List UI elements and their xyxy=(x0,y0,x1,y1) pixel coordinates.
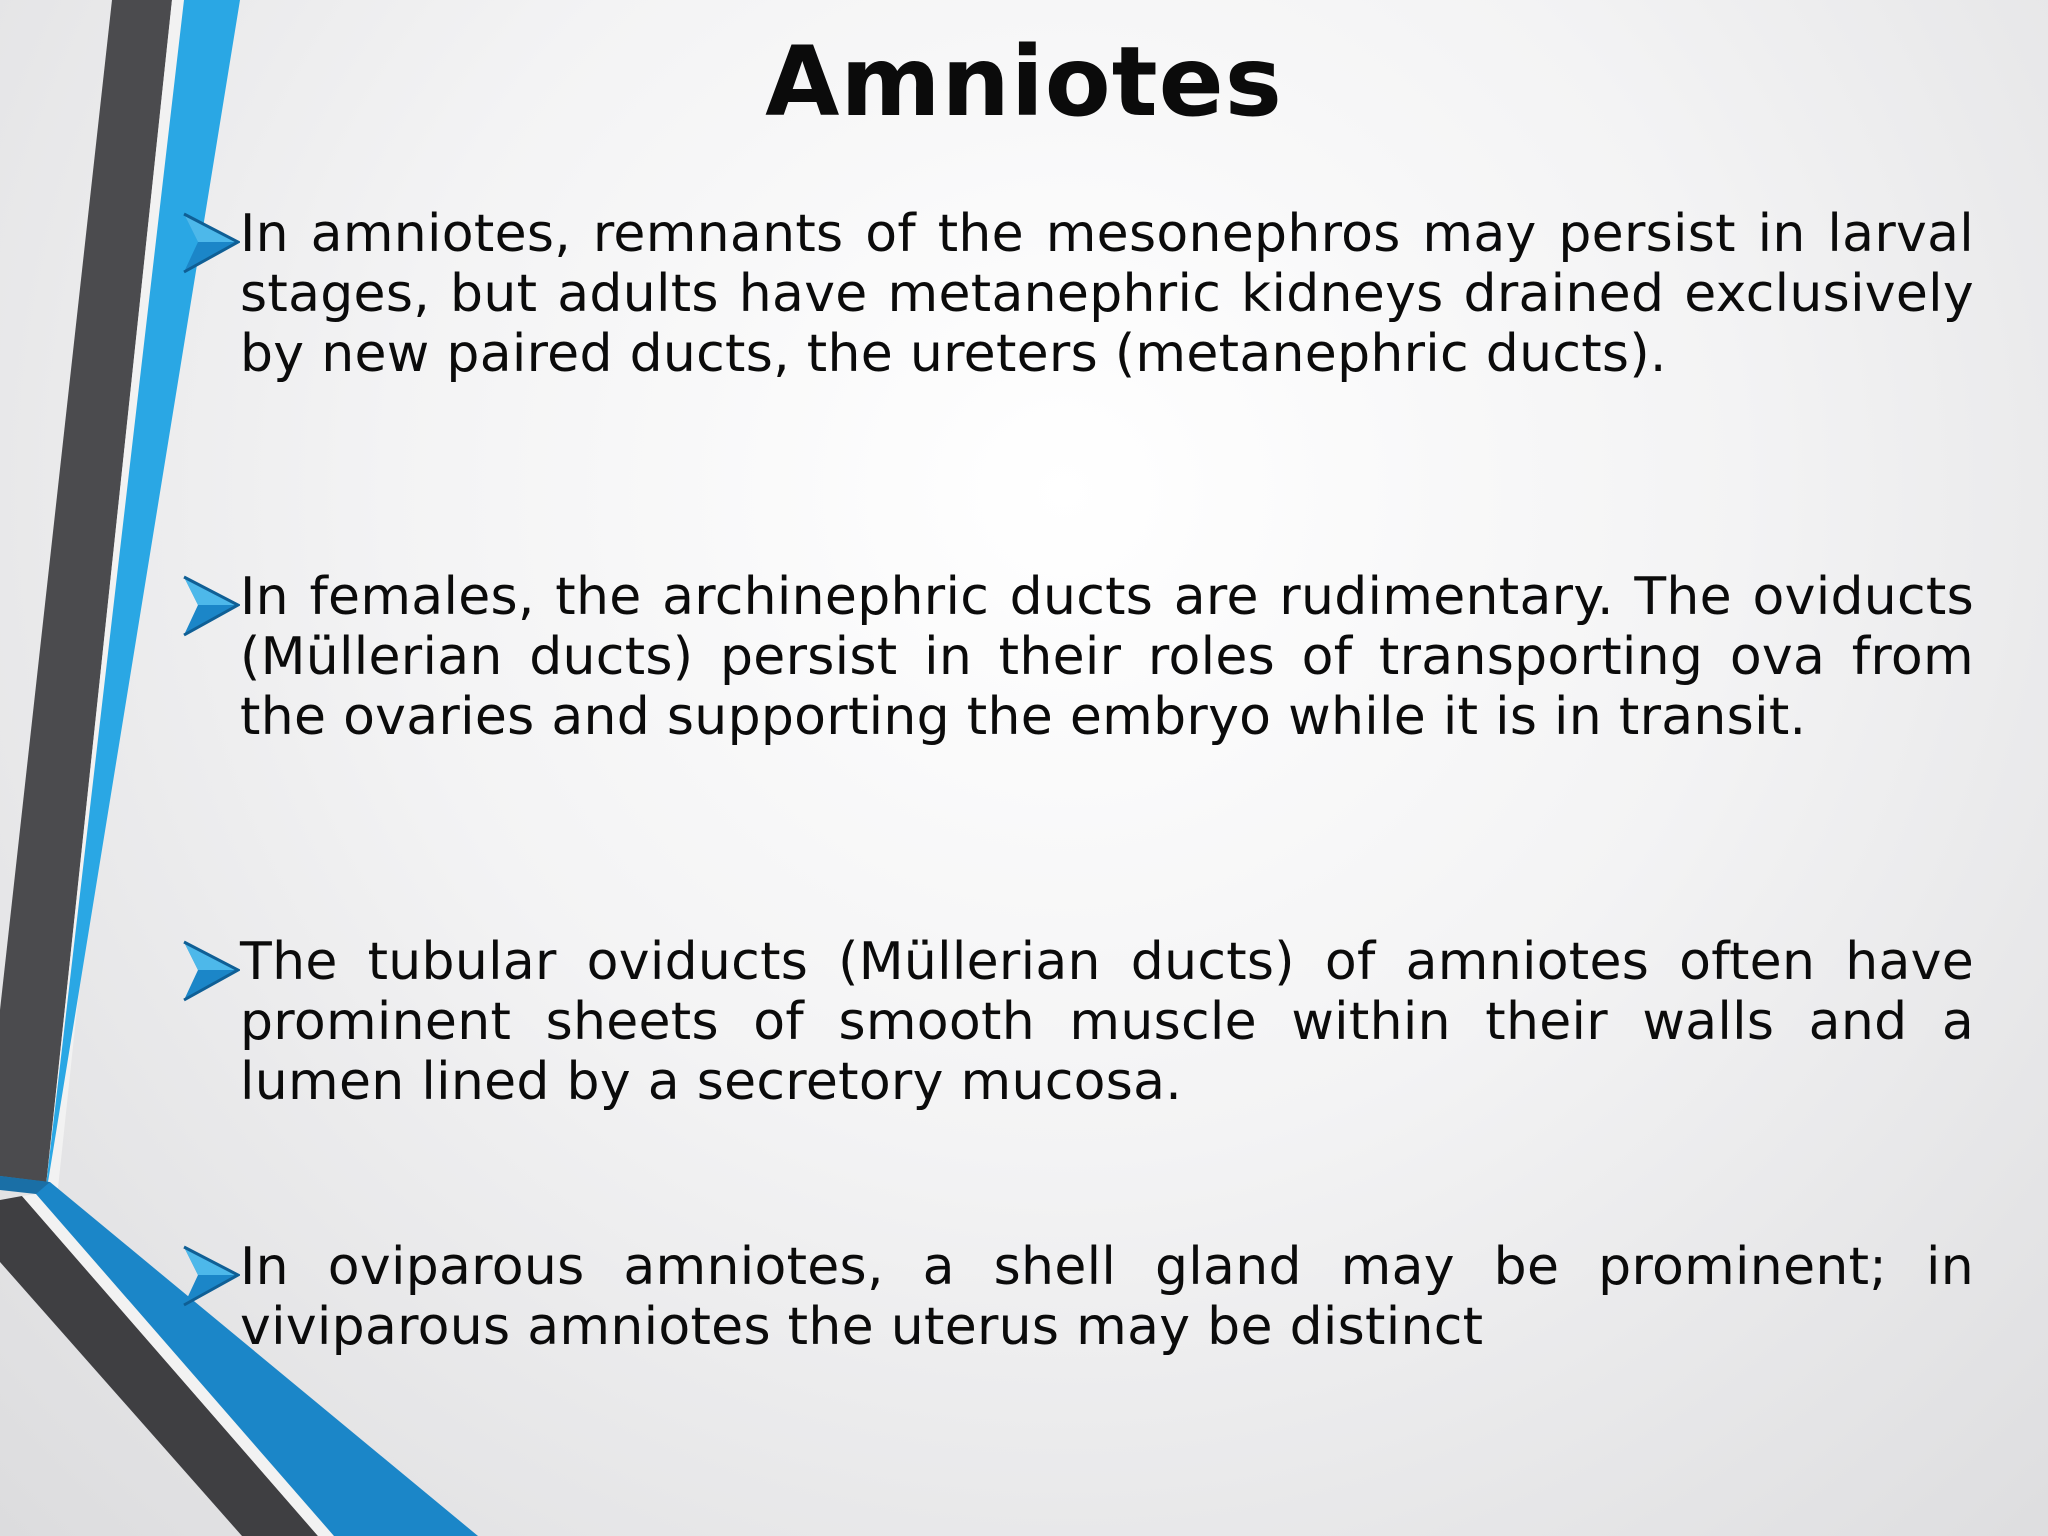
bullet-item xyxy=(180,1237,1974,1357)
dark-stripe-upper xyxy=(0,0,172,1186)
bullet-item xyxy=(180,204,1974,384)
arrow-bullet-icon xyxy=(180,212,240,274)
bullet-text: In oviparous amniotes, a shell gland may be prominent; in viviparous amniotes the uterus may be distinct xyxy=(240,1237,1974,1357)
bullet-text: The tubular oviducts (Müllerian ducts) of amniotes often have prominent sheets of smooth muscle within their walls and a lumen lined by a secretory mucosa. xyxy=(240,932,1974,1112)
bullet-item xyxy=(180,567,1974,747)
arrow-bullet-icon xyxy=(180,575,240,637)
arrow-bullet-icon xyxy=(180,940,240,1002)
bullet-text: In amniotes, remnants of the mesonephros may persist in larval stages, but adults have metanephric kidneys drained exclusively by new paired ducts, the ureters (metanephric ducts). xyxy=(240,204,1974,384)
slide-title: Amniotes xyxy=(765,26,1283,138)
arrow-bullet-icon xyxy=(180,1245,240,1307)
bullet-text: In females, the archinephric ducts are rudimentary. The oviducts (Müllerian ducts) persist in their roles of transporting ova from the ovaries and supporting the embryo while it is in transit. xyxy=(240,567,1974,747)
bullet-item xyxy=(180,932,1974,1112)
